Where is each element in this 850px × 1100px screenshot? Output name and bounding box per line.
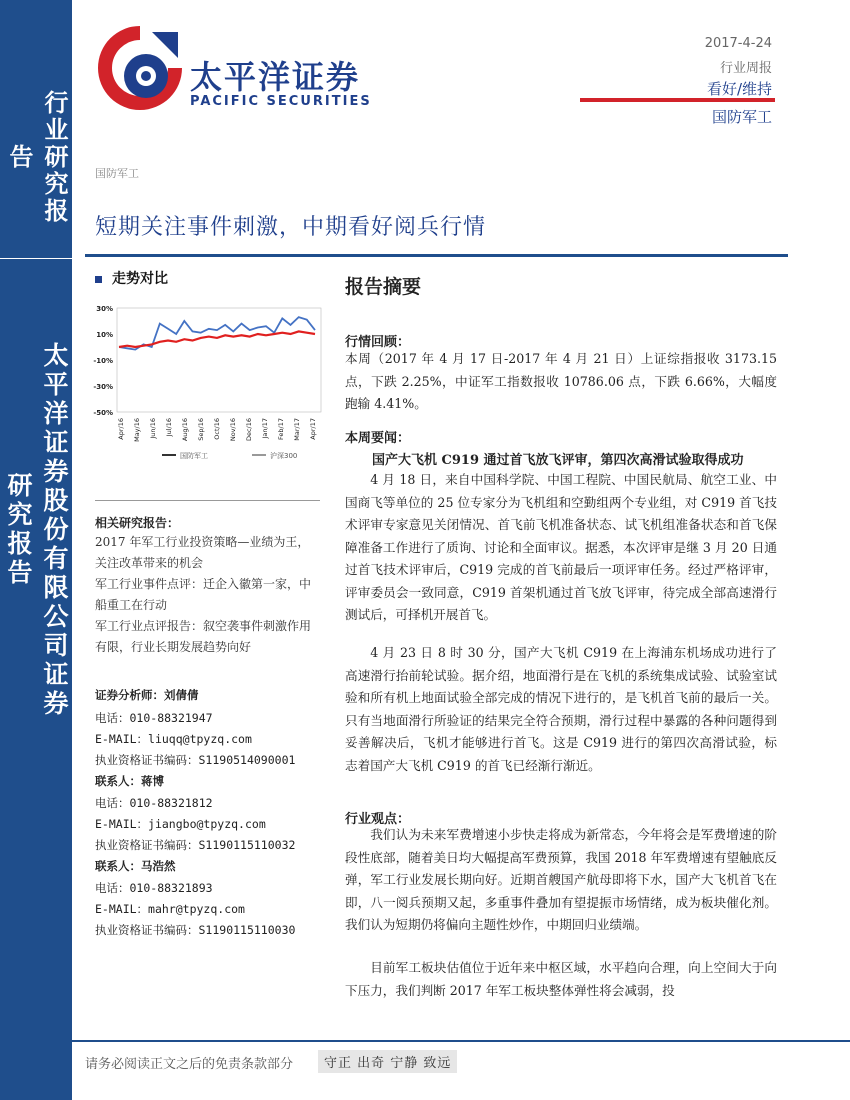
sector-label: 国防军工 xyxy=(711,108,772,126)
logo-mark-icon xyxy=(90,18,190,118)
title-rule xyxy=(85,254,788,257)
x-tick-label: Jun/16 xyxy=(149,418,157,439)
brand-name-en: PACIFIC SECURITIES xyxy=(190,94,372,109)
view-paragraph-1: 我们认为未来军费增速小步快走将成为新常态，今年将会是军费增速的阶段性底部，随着美日均大幅提高军费预算，我国 2018 年军费增速有望触底反弹，军工行业发展长期向好。近期首艘国产航母即将下水，国产大飞机首飞在即，八一阅兵预期又起，多重事件叠加有望提振市场情绪，成为板块催化剂。我们认为短期仍将偏向主题性炒作，中期回归业绩端。 xyxy=(345,827,777,932)
x-tick-label: Feb/17 xyxy=(277,418,285,440)
x-tick-label: Jan/17 xyxy=(261,418,269,439)
x-tick-label: Aug/16 xyxy=(181,418,189,442)
bullet-square-icon xyxy=(95,276,102,283)
related-report-item[interactable]: 军工行业事件点评：迁企入徽第一家，中船重工在行动 xyxy=(95,577,312,612)
contact2-name: 联系人：马浩然 xyxy=(95,859,176,873)
summary-title: 报告摘要 xyxy=(345,276,422,298)
contact1-phone: 电话：010-88321812 xyxy=(95,796,213,810)
x-tick-label: Sep/16 xyxy=(197,418,205,441)
review-heading: 行情回顾： xyxy=(345,335,411,350)
review-paragraph: 本周（2017 年 4 月 17 日-2017 年 4 月 21 日）上证综指报收 3173.15 点，下跌 2.25%，中证军工指数报收 10786.06 点，下跌 6.66%，大幅度跑输 4.41%。 xyxy=(345,351,777,411)
analyst-name: 证券分析师：刘倩倩 xyxy=(95,688,199,702)
brand-name-cn: 太平洋证券 xyxy=(190,58,361,96)
contact1-cert: 执业资格证书编码：S1190115110032 xyxy=(95,838,296,852)
sidebar-top-text: 行业研究报告 xyxy=(5,89,68,225)
footer-disclaimer[interactable]: 请务必阅读正文之后的免责条款部分 xyxy=(85,1057,294,1072)
x-tick-label: Dec/16 xyxy=(245,418,253,442)
x-tick-label: May/16 xyxy=(133,418,141,442)
contact2-phone: 电话：010-88321893 xyxy=(95,881,213,895)
y-tick-label: -10% xyxy=(93,357,113,365)
contact2-cert: 执业资格证书编码：S1190115110030 xyxy=(95,923,296,937)
y-tick-label: 30% xyxy=(96,305,113,313)
analyst-email[interactable]: E-MAIL：liuqq@tpyzq.com xyxy=(95,732,252,746)
related-report-item[interactable]: 军工行业点评报告：叙空袭事件刺激作用有限，行业长期发展趋势向好 xyxy=(95,619,312,654)
view-heading: 行业观点： xyxy=(345,812,411,827)
contact2-email[interactable]: E-MAIL：mahr@tpyzq.com xyxy=(95,902,245,916)
x-tick-label: Oct/16 xyxy=(213,418,221,440)
contact1-email[interactable]: E-MAIL：jiangbo@tpyzq.com xyxy=(95,817,266,831)
x-tick-label: Apr/16 xyxy=(117,418,125,440)
trend-heading xyxy=(95,268,168,288)
page-title: 短期关注事件刺激，中期看好阅兵行情 xyxy=(95,215,487,240)
x-tick-label: Nov/16 xyxy=(229,418,237,442)
x-tick-label: Mar/17 xyxy=(293,418,301,441)
y-tick-label: -30% xyxy=(93,383,113,391)
related-report-item[interactable]: 2017 年军工行业投资策略—业绩为王，关注改革带来的机会 xyxy=(95,535,310,570)
category-label: 国防军工 xyxy=(95,167,139,180)
footer-slogan: 守正 出奇 宁静 致远 xyxy=(318,1050,457,1073)
y-tick-label: -50% xyxy=(93,409,113,417)
left-column-rule xyxy=(95,500,320,501)
news-paragraph-1: 4 月 18 日，来自中国科学院、中国工程院、中国民航局、航空工业、中国商飞等单位的 25 位专家分为飞机组和空勤组两个专业组，对 C919 首飞技术评审专家意见关闭情况、首飞前飞机准备状态、试飞机组准备状态和首飞保障准备工作进行了质询、讨论和全面审议。据悉，本次评审是继 3 月 20 日通过首飞技术评审后，C919 完成的首飞前最后一项评审任务。经过严格评审，评审委员会一致同意，C919 首架机通过首飞放飞评审，待完成全部高速滑行测试后，可择机开展首飞。 xyxy=(345,472,777,622)
header-red-rule xyxy=(580,98,775,102)
trend-heading-label: 走势对比 xyxy=(112,271,168,287)
report-date: 2017-4-24 xyxy=(704,36,772,51)
report-type: 行业周报 xyxy=(719,61,772,76)
x-tick-label: Apr/17 xyxy=(309,418,317,440)
series-line-1 xyxy=(119,331,315,347)
chart-plot-frame xyxy=(117,308,321,412)
analyst-phone: 电话：010-88321947 xyxy=(95,711,213,725)
sidebar-divider xyxy=(0,258,72,259)
y-tick-label: 10% xyxy=(96,331,113,339)
analyst-cert: 执业资格证书编码：S1190514090001 xyxy=(95,753,296,767)
footer-rule xyxy=(72,1040,850,1042)
news-title: 国产大飞机 C919 通过首飞放飞评审，第四次高滑试验取得成功 xyxy=(372,453,744,468)
view-paragraph-2: 目前军工板块估值位于近年来中枢区域，水平趋向合理，向上空间大于向下压力，我们判断 2017 年军工板块整体弹性将会减弱，投 xyxy=(345,960,777,998)
rating: 看好/维持 xyxy=(706,80,772,98)
news-paragraph-2: 4 月 23 日 8 时 30 分，国产大飞机 C919 在上海浦东机场成功进行了高速滑行抬前轮试验。据介绍，地面滑行是在飞机的系统集成试验、试验室试验和所有机上地面试验全部完成的情况下进行的，是飞机首飞前的最后一关。只有当地面滑行所验证的结果完全符合预期，滑行过程中暴露的各种问题得到妥善解决后，飞机才能够进行首飞。这是 C919 进行的第四次高滑试验，标志着国产大飞机 C919 的首飞已经渐行渐近。 xyxy=(345,645,777,773)
legend-label: 沪深300 xyxy=(270,452,298,460)
contact1-name: 联系人：蒋博 xyxy=(95,774,164,788)
legend-label: 国防军工 xyxy=(180,452,208,460)
x-tick-label: Jul/16 xyxy=(165,418,173,437)
news-heading: 本周要闻： xyxy=(345,431,411,446)
related-reports-title: 相关研究报告： xyxy=(95,516,180,530)
sidebar-bottom-text: 太平洋证券股份有限公司证券研究报告 xyxy=(4,341,69,719)
trend-chart xyxy=(85,298,325,463)
